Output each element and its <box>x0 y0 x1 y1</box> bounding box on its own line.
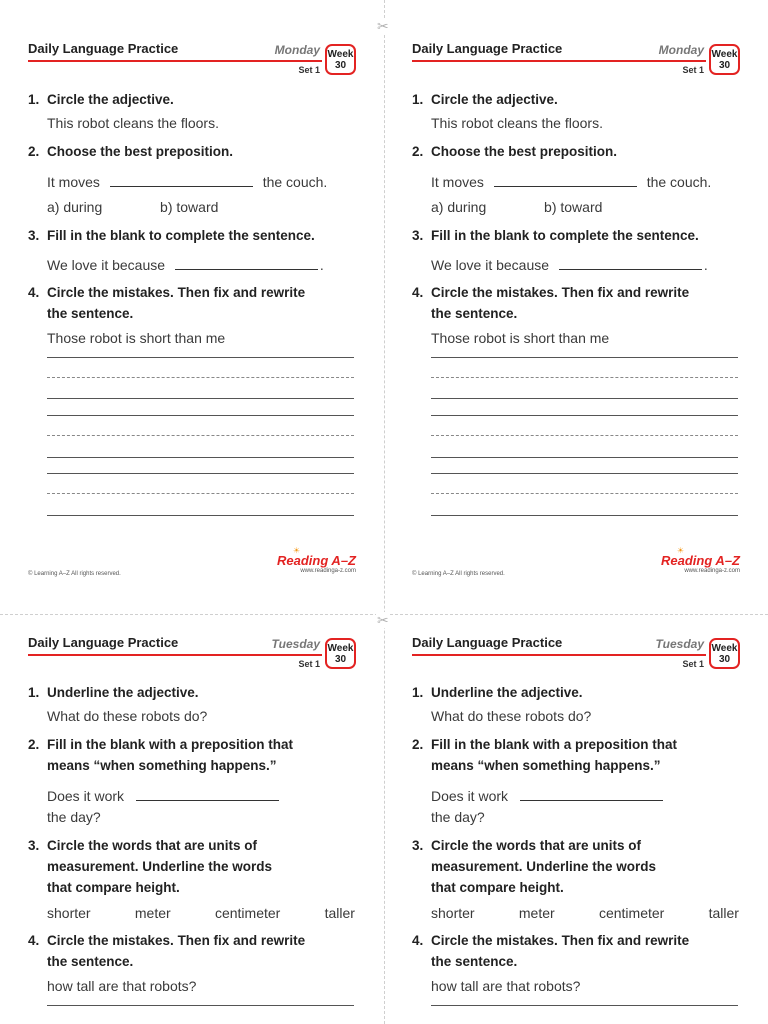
question-4-cont: the sentence. <box>431 306 518 321</box>
logo-url: www.readinga-z.com <box>684 568 740 574</box>
question-1-sentence: This robot cleans the floors. <box>47 115 219 131</box>
question-3: 3. Fill in the blank to complete the sentence. <box>28 228 315 243</box>
copyright: © Learning A–Z All rights reserved. <box>28 571 121 577</box>
question-2-sentence: It moves the couch. <box>431 174 712 190</box>
writing-line[interactable] <box>47 515 354 516</box>
question-4-sentence: Those robot is short than me <box>431 330 610 346</box>
word-bank <box>431 903 739 923</box>
question-2-cont: means “when something happens.” <box>431 758 661 773</box>
question-3-cont: measurement. Underline the words <box>431 859 657 874</box>
question-4-cont: the sentence. <box>47 306 134 321</box>
day-label: Monday <box>274 43 320 57</box>
question-3: 3. Circle the words that are units of <box>412 838 642 853</box>
week-badge <box>709 638 740 669</box>
question-2: 2. Choose the best preposition. <box>28 144 234 159</box>
copyright: © Learning A–Z All rights reserved. <box>412 571 505 577</box>
question-4-sentence: how tall are that robots? <box>431 978 581 994</box>
word-item[interactable]: centimeter <box>598 905 665 921</box>
question-2: 2. Choose the best preposition. <box>412 144 618 159</box>
question-1: 1. Underline the adjective. <box>412 685 583 700</box>
writing-guide-line <box>431 377 738 378</box>
question-1-sentence: This robot cleans the floors. <box>431 115 603 131</box>
question-4-sentence: Those robot is short than me <box>47 330 226 346</box>
question-1-sentence: What do these robots do? <box>47 708 208 724</box>
writing-line[interactable] <box>47 473 354 474</box>
question-4-cont: the sentence. <box>47 954 134 969</box>
day-label: Monday <box>658 43 704 57</box>
question-3: 3. Fill in the blank to complete the sentence. <box>412 228 699 243</box>
set-label: Set 1 <box>682 65 704 75</box>
question-3-cont: that compare height. <box>431 880 564 895</box>
week-number: 30 <box>718 654 731 665</box>
card-title: Daily Language Practice <box>28 41 179 56</box>
question-2-sentence: It moves the couch. <box>47 174 328 190</box>
day-label: Tuesday <box>271 637 320 651</box>
writing-line[interactable] <box>47 357 354 358</box>
writing-guide-line <box>431 435 738 436</box>
option-a[interactable]: a) during <box>431 199 487 215</box>
question-1: 1. Circle the adjective. <box>412 92 558 107</box>
reading-az-logo[interactable] <box>661 546 740 574</box>
header-rule <box>28 60 322 62</box>
question-2-sentence-end: the day? <box>431 809 485 825</box>
option-b[interactable]: b) toward <box>544 199 603 215</box>
question-2-options <box>47 197 218 217</box>
question-1: 1. Underline the adjective. <box>28 685 199 700</box>
week-badge <box>325 638 356 669</box>
question-4: 4. Circle the mistakes. Then fix and rewrite <box>412 933 690 948</box>
answer-blank[interactable] <box>175 256 318 270</box>
writing-guide-line <box>47 377 354 378</box>
question-3-cont: that compare height. <box>47 880 180 895</box>
word-item[interactable]: meter <box>134 905 171 921</box>
week-badge <box>325 44 356 75</box>
question-3: 3. Circle the words that are units of <box>28 838 258 853</box>
writing-line[interactable] <box>47 457 354 458</box>
word-item[interactable]: shorter <box>47 905 91 921</box>
vertical-cut-line <box>384 0 385 1024</box>
writing-line[interactable] <box>47 415 354 416</box>
week-label: Week <box>711 49 738 60</box>
writing-line[interactable] <box>47 1005 354 1006</box>
week-number: 30 <box>718 60 731 71</box>
writing-line[interactable] <box>431 357 738 358</box>
question-4-sentence: how tall are that robots? <box>47 978 197 994</box>
question-1: 1. Circle the adjective. <box>28 92 174 107</box>
header-rule <box>412 654 706 656</box>
week-label: Week <box>711 643 738 654</box>
set-label: Set 1 <box>682 659 704 669</box>
question-2-sentence: Does it work <box>431 786 663 806</box>
answer-blank[interactable] <box>110 173 253 187</box>
writing-line[interactable] <box>431 1005 738 1006</box>
answer-blank[interactable] <box>494 173 637 187</box>
week-badge <box>709 44 740 75</box>
card-title: Daily Language Practice <box>412 41 563 56</box>
writing-line[interactable] <box>431 515 738 516</box>
card-title: Daily Language Practice <box>28 635 179 650</box>
question-1-sentence: What do these robots do? <box>431 708 592 724</box>
question-2-options <box>431 197 602 217</box>
week-label: Week <box>327 49 354 60</box>
word-item[interactable]: taller <box>324 905 355 921</box>
writing-line[interactable] <box>431 398 738 399</box>
day-label: Tuesday <box>655 637 704 651</box>
week-number: 30 <box>334 60 347 71</box>
header-rule <box>412 60 706 62</box>
scissors-icon: ✂ <box>377 18 389 34</box>
question-2-sentence-end: the day? <box>47 809 101 825</box>
word-bank <box>47 903 355 923</box>
reading-az-logo[interactable] <box>277 546 356 574</box>
writing-line[interactable] <box>431 457 738 458</box>
scissors-icon: ✂ <box>377 612 389 628</box>
option-b[interactable]: b) toward <box>160 199 219 215</box>
writing-guide-line <box>47 493 354 494</box>
question-4: 4. Circle the mistakes. Then fix and rewrite <box>28 285 306 300</box>
card-title: Daily Language Practice <box>412 635 563 650</box>
question-3-sentence: We love it because . <box>431 257 708 273</box>
question-3-cont: measurement. Underline the words <box>47 859 273 874</box>
question-2: 2. Fill in the blank with a preposition that <box>28 737 294 752</box>
writing-line[interactable] <box>47 398 354 399</box>
answer-blank[interactable] <box>559 256 702 270</box>
question-4: 4. Circle the mistakes. Then fix and rewrite <box>28 933 306 948</box>
week-number: 30 <box>334 654 347 665</box>
logo-url: www.readinga-z.com <box>300 568 356 574</box>
question-2-cont: means “when something happens.” <box>47 758 277 773</box>
answer-blank[interactable] <box>136 787 279 801</box>
question-2-sentence: Does it work <box>47 786 279 806</box>
word-item[interactable]: taller <box>708 905 739 921</box>
answer-blank[interactable] <box>520 787 663 801</box>
header-rule <box>28 654 322 656</box>
logo-text: Reading A–Z <box>661 553 740 568</box>
week-label: Week <box>327 643 354 654</box>
word-item[interactable]: meter <box>518 905 555 921</box>
set-label: Set 1 <box>298 65 320 75</box>
word-item[interactable]: shorter <box>431 905 475 921</box>
logo-text: Reading A–Z <box>277 553 356 568</box>
sun-icon: ☀ <box>676 546 684 555</box>
writing-line[interactable] <box>431 473 738 474</box>
writing-guide-line <box>47 435 354 436</box>
writing-guide-line <box>431 493 738 494</box>
word-item[interactable]: centimeter <box>214 905 281 921</box>
question-4: 4. Circle the mistakes. Then fix and rewrite <box>412 285 690 300</box>
writing-line[interactable] <box>431 415 738 416</box>
option-a[interactable]: a) during <box>47 199 103 215</box>
question-3-sentence: We love it because . <box>47 257 324 273</box>
question-2: 2. Fill in the blank with a preposition that <box>412 737 678 752</box>
sun-icon: ☀ <box>292 546 300 555</box>
question-4-cont: the sentence. <box>431 954 518 969</box>
set-label: Set 1 <box>298 659 320 669</box>
